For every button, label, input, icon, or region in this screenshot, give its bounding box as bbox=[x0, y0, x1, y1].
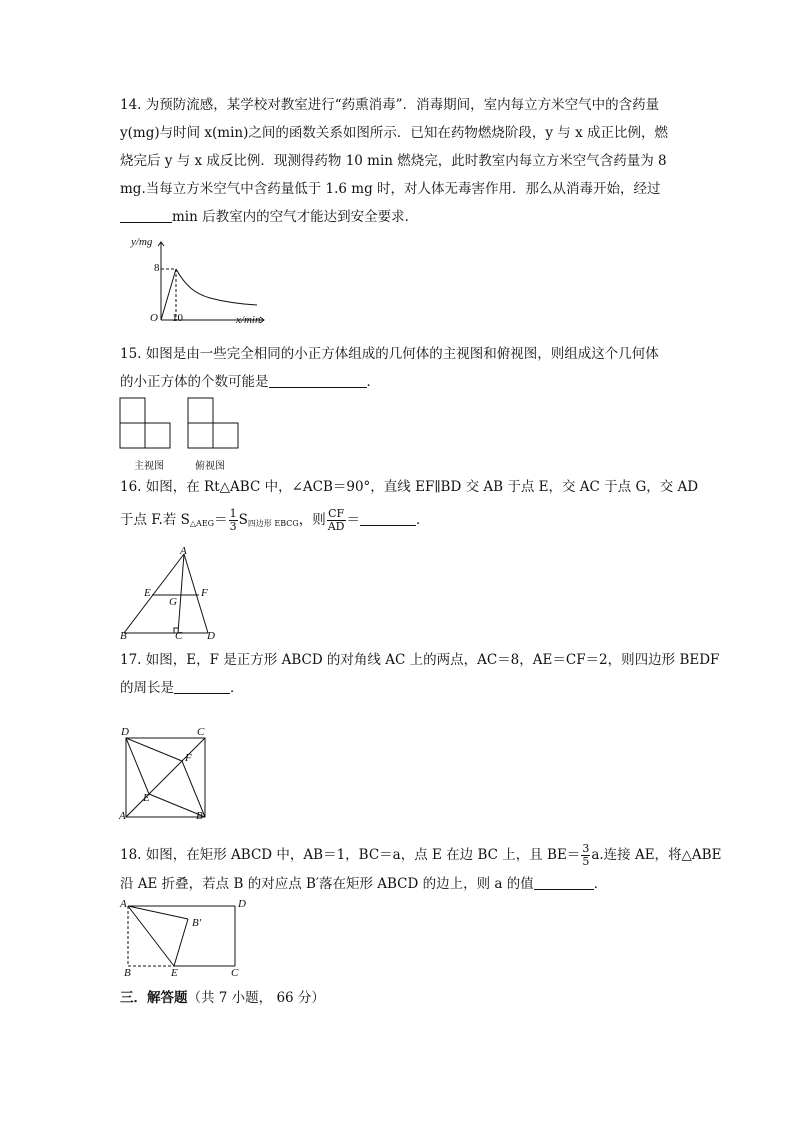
q17-line-1: 17. 如图，E，F 是正方形 ABCD 的对角线 AC 上的两点，AC＝8，AE＝CF＝2，则四边形 BEDF bbox=[120, 652, 720, 668]
q15-line-1: 15. 如图是由一些完全相同的小正方体组成的几何体的主视图和俯视图，则组成这个几何体 bbox=[120, 346, 659, 362]
q16-text-c: S bbox=[238, 512, 248, 528]
q16-text-d: ，则 bbox=[298, 512, 326, 528]
section-heading bbox=[120, 989, 325, 1007]
q14-line-5-text: min 后教室内的空气才能达到安全要求． bbox=[172, 209, 419, 225]
q18-text-a: 18. 如图，在矩形 ABCD 中，AB＝1，BC＝a，点 E 在边 BC 上，且 BE＝ bbox=[120, 847, 581, 863]
q18-label-b: B bbox=[124, 967, 131, 979]
q17-label-a: A bbox=[119, 810, 126, 822]
q16-fraction-cf-ad: $\frac{CF}{AD}$ bbox=[327, 507, 345, 533]
q16-text-a: 于点 F.若 S bbox=[120, 512, 190, 528]
q18-line-1 bbox=[120, 843, 721, 868]
q17-label-e: E bbox=[143, 792, 150, 804]
q16-text-b: ＝ bbox=[214, 512, 228, 528]
q17-figure bbox=[118, 732, 214, 822]
q18-fraction-3-5: $\frac{3}{5}$ bbox=[582, 842, 590, 868]
q16-label-g: G bbox=[169, 596, 177, 608]
q14-line-2: y(mg)与时间 x(min)之间的函数关系如图所示．已知在药物燃烧阶段，y 与 x 成正比例，燃 bbox=[120, 125, 668, 141]
q17-label-b: B bbox=[196, 810, 203, 822]
q18-line-2-end: ． bbox=[593, 876, 608, 892]
q15-front-view-caption: 主视图 bbox=[134, 461, 164, 472]
q16-label-e: E bbox=[144, 587, 151, 599]
q14-line-4: mg.当每立方米空气中含药量低于 1.6 mg 时，对人体无毒害作用．那么从消毒开始，经过 bbox=[120, 181, 661, 197]
q16-sub-aeg: △AEG bbox=[189, 519, 215, 528]
q15-answer-blank bbox=[269, 375, 367, 388]
q15-front-view bbox=[119, 397, 173, 451]
q17-line-2 bbox=[120, 679, 244, 697]
q14-x-axis-label: x/min bbox=[236, 314, 261, 326]
q16-label-a: A bbox=[180, 545, 187, 557]
q18-figure bbox=[120, 900, 244, 972]
q14-origin-label: O bbox=[150, 312, 158, 324]
q17-label-d: D bbox=[121, 726, 129, 738]
q18-line-2-text: 沿 AE 折叠，若点 B 的对应点 B′落在矩形 ABCD 的边上，则 a 的值 bbox=[120, 876, 534, 892]
q14-line-1: 14. 为预防流感，某学校对教室进行“药熏消毒”．消毒期间，室内每立方米空气中的含药量 bbox=[120, 97, 660, 113]
q15-top-view bbox=[187, 397, 241, 451]
q18-label-c: C bbox=[231, 967, 239, 979]
q16-fraction-1-3: $\frac{1}{3}$ bbox=[229, 507, 237, 533]
q15-line-2 bbox=[120, 373, 380, 391]
q16-line-2 bbox=[120, 508, 430, 533]
q18-label-a: A bbox=[120, 898, 127, 910]
q18-label-e: E bbox=[171, 967, 178, 979]
q14-line-3: 烧完后 y 与 x 成反比例．现测得药物 10 min 燃烧完，此时教室内每立方米空气含药量为 8 bbox=[120, 153, 667, 169]
q14-y-tick-label: 8 bbox=[154, 262, 160, 274]
q15-top-view-caption: 俯视图 bbox=[195, 461, 225, 472]
q17-answer-blank bbox=[174, 681, 230, 694]
q16-text-end: ． bbox=[416, 512, 430, 528]
q16-sub-ebcg: 四边形 EBCG bbox=[247, 519, 299, 528]
q16-text-e: ＝ bbox=[346, 512, 360, 528]
q15-line-2-text: 的小正方体的个数可能是 bbox=[120, 374, 269, 390]
q14-line-5 bbox=[120, 208, 418, 226]
q16-line-1: 16. 如图，在 Rt△ABC 中，∠ACB＝90°，直线 EF∥BD 交 AB 于点 E，交 AC 于点 G，交 AD bbox=[120, 479, 699, 495]
q18-label-b-prime: B′ bbox=[192, 917, 202, 929]
q18-answer-blank bbox=[534, 877, 594, 890]
q17-label-c: C bbox=[197, 726, 205, 738]
q18-text-b: a.连接 AE，将△ABE bbox=[591, 847, 722, 863]
q16-label-f: F bbox=[201, 587, 208, 599]
q17-line-2-end: ． bbox=[230, 680, 244, 696]
q14-y-axis-label: y/mg bbox=[131, 236, 153, 248]
section-note: （共 7 小题， 66 分） bbox=[187, 990, 325, 1006]
q18-label-d: D bbox=[238, 898, 246, 910]
q16-label-d: D bbox=[207, 630, 215, 642]
q18-line-2 bbox=[120, 875, 607, 893]
q15-line-2-end: ． bbox=[366, 374, 380, 390]
q16-label-c: C bbox=[175, 630, 183, 642]
section-title: 三．解答题 bbox=[120, 990, 188, 1006]
q17-line-2-text: 的周长是 bbox=[120, 680, 174, 696]
q14-answer-blank bbox=[120, 210, 172, 223]
q14-x-tick-label: 10 bbox=[172, 312, 183, 324]
q16-label-b: B bbox=[120, 630, 127, 642]
q16-answer-blank bbox=[360, 513, 416, 526]
q17-label-f: F bbox=[185, 752, 192, 764]
